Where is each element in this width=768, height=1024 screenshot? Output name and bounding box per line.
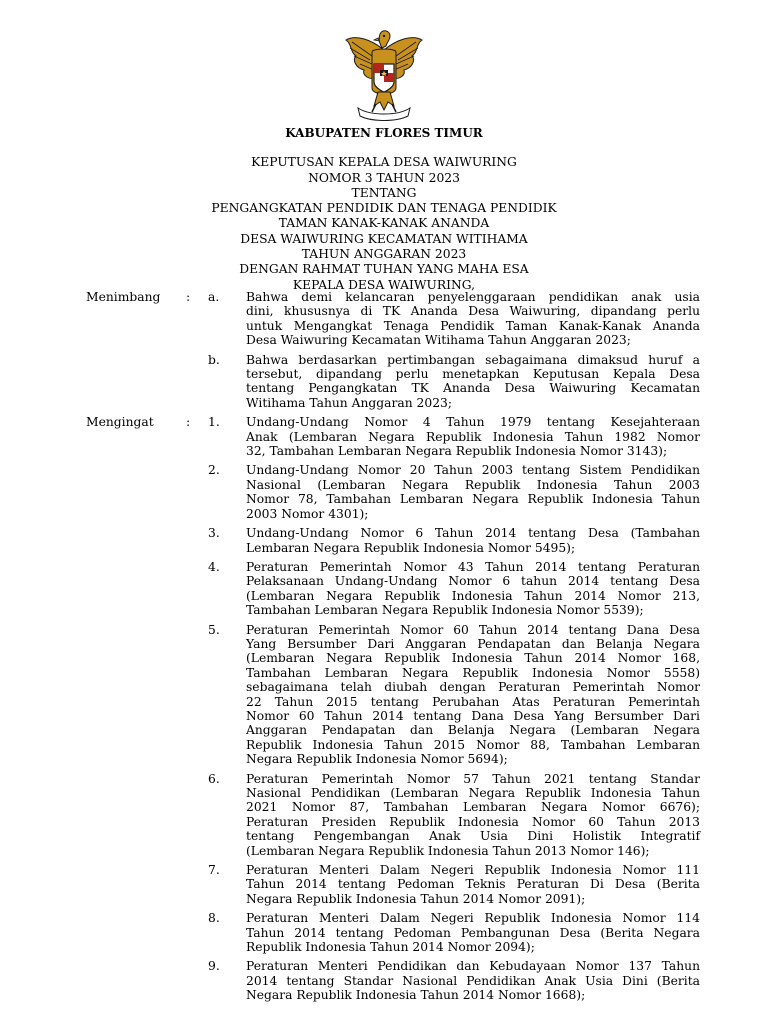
list-item (0, 560, 768, 618)
section-label: Mengingat (86, 415, 154, 430)
item-text-line: Witihama Tahun Anggaran 2023; (246, 395, 452, 410)
item-text-line: Yang Bersumber Dari Anggaran Pendapatan dan Belanja Negara (246, 636, 700, 651)
item-text-line: Negara Republik Indonesia Nomor 5694); (246, 752, 508, 767)
item-number: 2. (208, 463, 220, 478)
decree-title-line: KEPUTUSAN KEPALA DESA WAIWURING (251, 155, 517, 170)
item-text (246, 463, 700, 521)
item-text-line: sebagaimana telah diubah dengan Peraturan Pemerintah Nomor (246, 680, 700, 695)
item-text-line: Nasional (Lembaran Negara Republik Indonesia Tahun 2003 (246, 477, 700, 492)
item-text-line: Nomor 60 Tahun 2014 tentang Dana Desa Yang Bersumber Dari (246, 708, 700, 723)
item-text (246, 353, 700, 411)
item-number: 4. (208, 559, 220, 574)
item-number: 5. (208, 622, 220, 637)
section-menimbang (0, 290, 768, 410)
item-text-line: Tambahan Lembaran Negara Republik Indonesia Nomor 5539); (246, 603, 644, 618)
item-text-line: Undang-Undang Nomor 20 Tahun 2003 tentang Sistem Pendidikan (246, 463, 700, 478)
regency-title: KABUPATEN FLORES TIMUR (285, 126, 483, 140)
list-item (0, 463, 768, 521)
item-number: 8. (208, 911, 220, 926)
list-item (0, 911, 768, 954)
item-text-line: dini, khususnya di TK Ananda Desa Waiwuring, dipandang perlu (246, 304, 700, 319)
decree-year-line: TAHUN ANGGARAN 2023 (301, 247, 467, 262)
item-text-line: Peraturan Menteri Dalam Negeri Republik Indonesia Nomor 111 (246, 863, 700, 878)
item-text-line: Undang-Undang Nomor 6 Tahun 2014 tentang Desa (Tambahan (246, 526, 700, 541)
item-text-line: Tambahan Lembaran Negara Republik Indonesia Nomor 5558) (246, 665, 700, 680)
item-text (246, 772, 700, 858)
item-text-line: Nomor 78, Tambahan Lembaran Negara Republik Indonesia Tahun (246, 492, 700, 507)
item-text-line: (Lembaran Negara Republik Indonesia Tahun 2013 Nomor 146); (246, 843, 650, 858)
section-colon: : (186, 415, 191, 430)
item-text-line: Tahun 2014 tentang Pedoman Teknis Peraturan Di Desa (Berita (246, 877, 700, 892)
item-number: a. (208, 290, 220, 304)
item-text-line: Undang-Undang Nomor 4 Tahun 1979 tentang Kesejahteraan (246, 415, 700, 430)
item-text-line: (Lembaran Negara Republik Indonesia Tahun 2014 Nomor 168, (246, 651, 700, 666)
item-text-line: Peraturan Menteri Dalam Negeri Republik Indonesia Nomor 114 (246, 911, 700, 926)
item-number: b. (208, 352, 220, 367)
item-text-line: 2003 Nomor 4301); (246, 506, 369, 521)
section-label: Menimbang (86, 290, 161, 304)
decree-about-line: TENTANG (351, 185, 417, 200)
item-text (246, 623, 700, 767)
item-text-line: 32, Tambahan Lembaran Negara Republik Indonesia Nomor 3143); (246, 444, 668, 459)
item-number: 1. (208, 415, 220, 430)
item-text-line: Desa Waiwuring Kecamatan Witihama Tahun Anggaran 2023; (246, 333, 631, 348)
item-text (246, 290, 700, 348)
decree-subject-line: TAMAN KANAK-KANAK ANANDA (278, 216, 490, 231)
item-text (246, 415, 700, 458)
item-text-line: Negara Republik Indonesia Tahun 2014 Nomor 2091); (246, 891, 586, 906)
list-item (0, 290, 768, 348)
list-item (0, 526, 768, 555)
invocation-line: DENGAN RAHMAT TUHAN YANG MAHA ESA (239, 262, 529, 277)
list-item (0, 959, 768, 1002)
decree-subject-line: PENGANGKATAN PENDIDIK DAN TENAGA PENDIDIK (211, 201, 557, 216)
list-item (0, 353, 768, 411)
item-number: 9. (208, 959, 220, 974)
item-text-line: Bahwa demi kelancaran penyelenggaraan pendidikan anak usia (246, 290, 700, 304)
item-text-line: Lembaran Negara Republik Indonesia Nomor 5495); (246, 540, 576, 555)
item-text-line: Nasional Pendidikan (Lembaran Negara Republik Indonesia Tahun (246, 786, 700, 800)
item-text-line: Negara Republik Indonesia Tahun 2014 Nomor 1668); (246, 988, 586, 1003)
item-text-line: (Lembaran Negara Republik Indonesia Tahun 2014 Nomor 213, (246, 588, 700, 603)
item-number: 3. (208, 526, 220, 541)
item-text-line: untuk Mengangkat Tenaga Pendidik Taman Kanak-Kanak Ananda (246, 318, 700, 333)
item-text-line: Tahun 2014 tentang Pedoman Pembangunan Desa (Berita Negara (246, 925, 700, 940)
item-text-line: tersebut, dipandang perlu menetapkan Keputusan Kepala Desa (246, 367, 700, 382)
document-body (0, 290, 768, 1008)
decree-subject-line: DESA WAIWURING KECAMATAN WITIHAMA (240, 231, 528, 246)
item-text-line: Peraturan Menteri Pendidikan dan Kebudayaan Nomor 137 Tahun (246, 959, 700, 974)
item-text-line: Pelaksanaan Undang-Undang Nomor 6 tahun 2014 tentang Desa (246, 574, 700, 589)
item-text-line: Republik Indonesia Tahun 2014 Nomor 2094); (246, 940, 535, 955)
item-text-line: 2021 Nomor 87, Tambahan Lembaran Negara Nomor 6676); (246, 800, 700, 815)
item-text (246, 863, 700, 906)
item-text-line: Peraturan Presiden Republik Indonesia Nomor 60 Tahun 2013 (246, 814, 700, 829)
section-colon: : (186, 290, 191, 304)
item-text-line: Anak (Lembaran Negara Republik Indonesia Tahun 1982 Nomor (246, 429, 700, 444)
item-number: 6. (208, 771, 220, 786)
item-text (246, 560, 700, 618)
item-text-line: 22 Tahun 2015 tentang Perubahan Atas Peraturan Pemerintah (246, 694, 700, 709)
list-item (0, 415, 768, 458)
decree-number-line: NOMOR 3 TAHUN 2023 (308, 170, 460, 185)
item-text-line: Bahwa berdasarkan pertimbangan sebagaimana dimaksud huruf a (246, 352, 700, 367)
section-mengingat (0, 415, 768, 1002)
item-text-line: Republik Indonesia Tahun 2015 Nomor 88, Tambahan Lembaran (246, 737, 700, 752)
item-text-line: tentang Pengangkatan TK Ananda Desa Waiwuring Kecamatan (246, 381, 700, 396)
item-text-line: tentang Pengembangan Anak Usia Dini Holistik Integratif (246, 829, 700, 844)
garuda-pancasila-emblem-icon (342, 30, 426, 122)
item-text-line: Anggaran Pendapatan dan Belanja Negara (Lembaran Negara (246, 723, 700, 738)
item-text-line: 2014 tentang Standar Nasional Pendidikan Anak Usia Dini (Berita (246, 973, 700, 988)
list-item (0, 623, 768, 767)
item-text (246, 959, 700, 1002)
item-text-line: Peraturan Pemerintah Nomor 57 Tahun 2021 tentang Standar (246, 771, 700, 786)
item-number: 7. (208, 863, 220, 878)
item-text-line: Peraturan Pemerintah Nomor 43 Tahun 2014 tentang Peraturan (246, 559, 700, 574)
item-text (246, 526, 700, 555)
item-text-line: Peraturan Pemerintah Nomor 60 Tahun 2014 tentang Dana Desa (246, 622, 700, 637)
item-text (246, 911, 700, 954)
authority-line: KEPALA DESA WAIWURING, (292, 277, 476, 292)
list-item (0, 772, 768, 858)
document-header (0, 126, 768, 293)
list-item (0, 863, 768, 906)
